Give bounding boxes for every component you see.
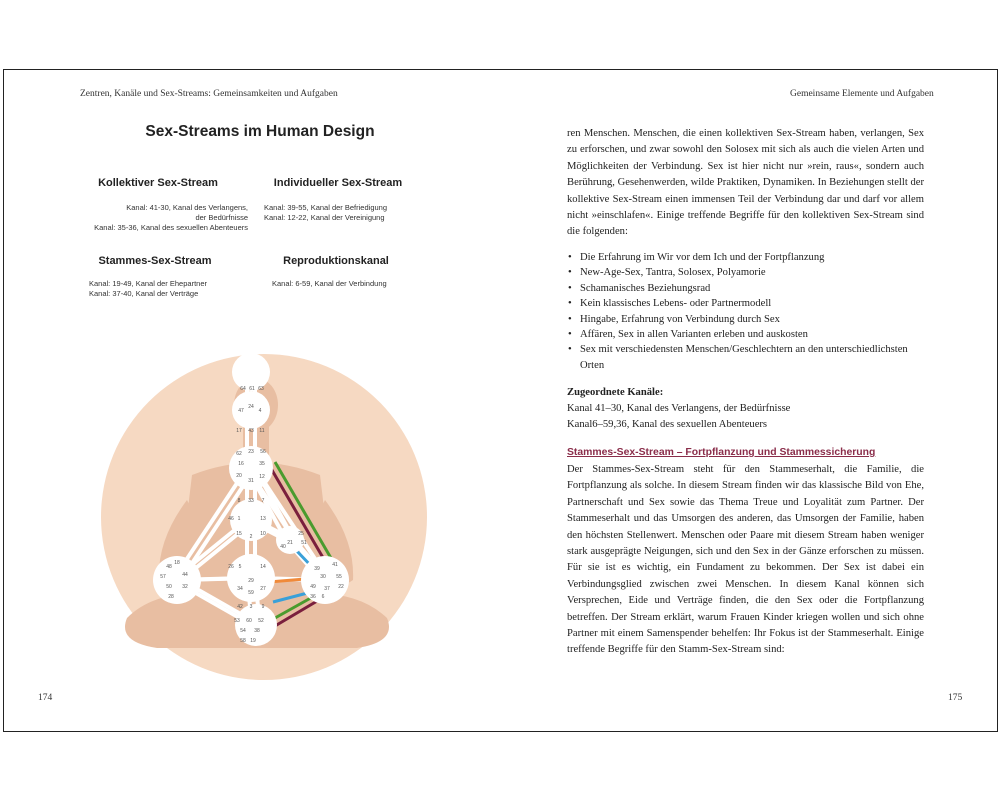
gate-number: 43 — [248, 428, 254, 434]
gate-number: 25 — [298, 531, 304, 537]
stream-lines-stammes: Kanal: 19-49, Kanal der Ehepartner Kanal: 37-40, Kanal der Verträge — [89, 279, 207, 298]
gate-number: 20 — [236, 473, 242, 479]
list-item: • Schamanisches Beziehungsrad — [567, 281, 927, 296]
gate-number: 9 — [261, 604, 265, 610]
gate-number: 56 — [260, 449, 266, 455]
stream-lines-reproduktion: Kanal: 6-59, Kanal der Verbindung — [272, 279, 387, 288]
section-text: Der Stammes-Sex-Stream steht für den Stammeserhalt, die Familie, die Fortpflanzung als solche. In diesem Stream finden wir das klassische Bild von Ehe, Partnerschaft und Sex sowie das Thema Treue und Loyalität zum Partner. Der Stammeserhalt und das Umsorgen des anderen, das Umsorgen der Familie, haben den höchsten Stellenwert. Menschen oder Paare mit diesem Stream haben weniger stark ausgeprägte Neigungen, sich und den Sex in der Gänze erforschen zu müssen. Für sie ist es wichtig, ein Fundament zu bekommen. Der Sex ist dabei ein Verbindungsglied zwischen zwei Menschen. In diesem Kanal können sich Versprechen, Eide und Verträge finden, die den Sex oder die Fortpflanzung betreffen. Der Stream erklärt, warum Frauen Kinder kriegen wollen und sich ohne Partner mit einem Samenspender behelfen: Ihr Fokus ist der Stammeserhalt. Einige treffende Begriffe für den Stamm-Sex-Stream sind: — [567, 464, 924, 656]
gate-number: 1 — [237, 516, 241, 522]
stream-title-individuell: Individueller Sex-Stream — [273, 177, 403, 189]
channel-line: Kanal6–59,36, Kanal des sexuellen Abenteuers — [567, 419, 768, 430]
stream-title-stammes: Stammes-Sex-Stream — [98, 255, 212, 267]
gate-number: 23 — [248, 449, 254, 455]
bullet-list — [567, 250, 927, 373]
gate-number: 55 — [336, 574, 342, 580]
channel-line: Kanal 41–30, Kanal des Verlangens, der Bedürfnisse — [567, 403, 791, 414]
gate-number: 64 — [240, 386, 246, 392]
gate-number: 30 — [320, 574, 326, 580]
stream-lines-kollektiv: Kanal: 41-30, Kanal des Verlangens, der Bedürfnisse Kanal: 35-36, Kanal des sexuellen Abenteuers — [94, 203, 248, 232]
gate-number: 46 — [228, 516, 234, 522]
gate-number: 42 — [237, 604, 243, 610]
solar-plexus-center — [301, 556, 349, 604]
gate-number: 2 — [249, 534, 253, 540]
page-title: Sex-Streams im Human Design — [145, 123, 375, 140]
gate-number: 34 — [237, 586, 243, 592]
gate-number: 18 — [174, 560, 180, 566]
gate-number: 12 — [259, 474, 265, 480]
gate-number: 27 — [260, 586, 266, 592]
gate-number: 47 — [238, 408, 244, 414]
section-heading: Stammes-Sex-Stream – Fortpflanzung und Stammessicherung — [567, 447, 876, 458]
list-item: • New-Age-Sex, Tantra, Solosex, Polyamorie — [567, 265, 927, 280]
gate-number: 22 — [338, 584, 344, 590]
gate-number: 17 — [236, 428, 242, 434]
gate-number: 24 — [248, 404, 254, 410]
gate-number: 15 — [236, 531, 242, 537]
gate-number: 36 — [310, 594, 316, 600]
gate-number: 59 — [248, 590, 254, 596]
gate-number: 31 — [248, 478, 254, 484]
page-number-right: 175 — [948, 693, 963, 703]
gate-number: 28 — [168, 594, 174, 600]
gate-number: 52 — [258, 618, 264, 624]
gate-number: 41 — [332, 562, 338, 568]
gate-number: 8 — [237, 498, 241, 504]
stream-lines-individuell: Kanal: 39-55, Kanal der Befriedigung Kanal: 12-22, Kanal der Vereinigung — [264, 203, 388, 222]
gate-number: 29 — [248, 578, 254, 584]
list-item: • Hingabe, Erfahrung von Verbindung durch Sex — [567, 312, 927, 327]
gate-number: 26 — [228, 564, 234, 570]
gate-number: 4 — [258, 408, 262, 414]
gate-number: 58 — [240, 638, 246, 644]
running-head-left: Zentren, Kanäle und Sex-Streams: Gemeinsamkeiten und Aufgaben — [80, 89, 338, 99]
gate-number: 53 — [234, 618, 240, 624]
gate-number: 19 — [250, 638, 256, 644]
gate-number: 44 — [182, 572, 188, 578]
page-number-left: 174 — [38, 693, 53, 703]
list-item: • Sex mit verschiedensten Menschen/Geschlechtern an den unterschiedlichsten Orten — [567, 342, 927, 373]
gate-number: 51 — [301, 540, 307, 546]
gate-number: 49 — [310, 584, 316, 590]
gate-number: 13 — [260, 516, 266, 522]
gate-number: 50 — [166, 584, 172, 590]
gate-number: 11 — [259, 428, 265, 434]
gate-number: 33 — [248, 498, 254, 504]
gate-number: 63 — [258, 386, 264, 392]
gate-number: 10 — [260, 531, 266, 537]
section-paragraph — [567, 462, 924, 659]
gate-number: 62 — [236, 451, 242, 457]
stream-title-kollektiv: Kollektiver Sex-Stream — [98, 177, 218, 189]
gate-number: 32 — [182, 584, 188, 590]
gate-number: 3 — [249, 604, 253, 610]
stream-title-reproduktion: Reproduktionskanal — [283, 255, 389, 267]
list-item: • Kein klassisches Lebens- oder Partnermodell — [567, 296, 927, 311]
running-head-right: Gemeinsame Elemente und Aufgaben — [790, 89, 934, 99]
gate-number: 35 — [259, 461, 265, 467]
gate-number: 39 — [314, 566, 320, 572]
gate-number: 16 — [238, 461, 244, 467]
gate-number: 54 — [240, 628, 246, 634]
gate-number: 21 — [287, 540, 293, 546]
gate-number: 5 — [238, 564, 242, 570]
gate-number: 40 — [280, 544, 286, 550]
gate-number: 37 — [324, 586, 330, 592]
gate-number: 6 — [321, 594, 325, 600]
gate-number: 38 — [254, 628, 260, 634]
list-item: • Die Erfahrung im Wir vor dem Ich und der Fortpflanzung — [567, 250, 927, 265]
gate-number: 60 — [246, 618, 252, 624]
list-item: • Affären, Sex in allen Varianten erleben und auskosten — [567, 327, 927, 342]
intro-text: ren Menschen. Menschen, die einen kollektiven Sex-Stream haben, verlangen, Sex zu erforschen, und zwar sowohl den Solosex mit sich als auch die vielen Arten und Möglichkeiten der Verbindung. Sex ist hier nicht nur »rein, raus«, sondern auch Berührung, Gesehenwerden, wilde Praktiken, Dynamiken. In Beziehungen stellt der kollektive Sex-Stream einen immensen Teil der Verbindung dar und darf vor allem nicht »einschlafen«. Einige treffende Begriffe für den kollektiven Sex-Stream sind die folgenden: — [567, 128, 924, 238]
gate-number: 57 — [160, 574, 166, 580]
intro-paragraph — [567, 126, 924, 241]
gate-number: 61 — [249, 386, 255, 392]
bodygraph-figure — [97, 350, 432, 685]
gate-number: 7 — [261, 498, 265, 504]
gate-number: 14 — [260, 564, 266, 570]
channels-heading: Zugeordnete Kanäle: — [567, 387, 664, 398]
gate-number: 48 — [166, 564, 172, 570]
